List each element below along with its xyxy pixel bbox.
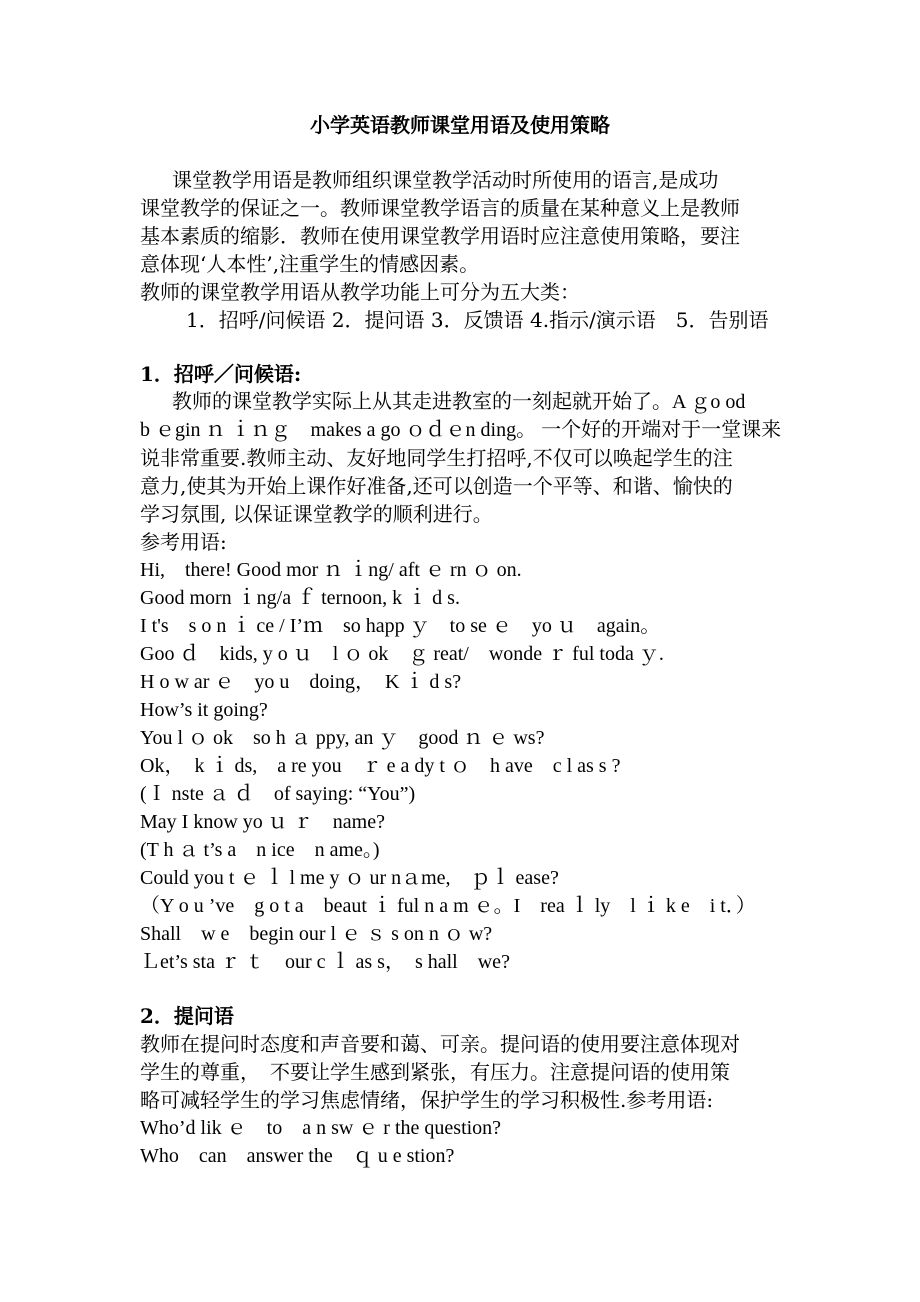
phrase-line: H o w ar ｅ yo u doing， K ｉ d s? (140, 671, 462, 693)
section-paragraph-line: 略可减轻学生的学习焦虑情绪，保护学生的学习积极性.参考用语: (140, 1088, 714, 1112)
section-paragraph-line: 意力,使其为开始上课作好准备,还可以创造一个平等、和谐、愉快的 (140, 474, 733, 498)
phrase-line: （Y o u ’ve g o t a beaut ｉ ful n a m ｅ。I rea ｌ ly l ｉ k e i t．） (140, 895, 756, 917)
intro-line: 基本素质的缩影．教师在使用课堂教学用语时应注意使用策略，要注 (140, 224, 740, 248)
phrase-line: I t's s o n ｉ ce / I’ｍ so happ ｙ to se ｅ yo ｕ again。 (140, 615, 661, 637)
phrase-line: May I know yo ｕ ｒ name? (140, 811, 385, 833)
intro-line: 课堂教学用语是教师组织课堂教学活动时所使用的语言,是成功 (172, 168, 719, 192)
phrase-line: How’s it going? (140, 699, 268, 721)
phrase-line: Could you t ｅ ｌ l me y ｏ ur nａme, ｐｌ ease? (140, 867, 559, 889)
phrase-line: (Ｉ nste ａ ｄ of saying: “You”) (140, 783, 416, 805)
section-heading: 2．提问语 (140, 1004, 234, 1028)
section-heading: 1．招呼／问候语: (140, 362, 302, 386)
phrase-line: (T h ａ t’s a n ice n ame。) (140, 839, 380, 861)
reference-label: 参考用语: (140, 530, 227, 554)
phrase-line: Shall w e begin our l ｅ ｓ s on n ｏ w? (140, 923, 493, 945)
section-paragraph-line: 教师的课堂教学实际上从其走进教室的一刻起就开始了。A ｇo od (172, 391, 746, 413)
intro-line: 意体现‘人本性’,注重学生的情感因素。 (140, 252, 480, 276)
phrase-line: Goo ｄ kids, y o ｕ l ｏ ok ｇ reat/ wonde ｒ ful toda ｙ. (140, 643, 664, 665)
phrase-line: You l ｏ ok so h ａ ppy, an ｙ good ｎ ｅ ws? (140, 727, 545, 749)
section-paragraph-line: 教师在提问时态度和声音要和蔼、可亲。提问语的使用要注意体现对 (140, 1032, 740, 1056)
intro-line: 教师的课堂教学用语从教学功能上可分为五大类： (140, 280, 580, 304)
section-paragraph-line: b ｅgin ｎ ｉｎｇ makes a go ｏｄｅn ding。 一个好的开端对于一堂课来 (140, 419, 782, 441)
phrase-line: Ok， k ｉ ds, a re you ｒ e a dy t ｏ h ave c l as s ? (140, 755, 621, 777)
document-title: 小学英语教师课堂用语及使用策略 (310, 113, 610, 137)
section-paragraph-line: 说非常重要.教师主动、友好地同学生打招呼,不仅可以唤起学生的注 (140, 446, 733, 470)
phrase-line: Good morn ｉng/a ｆ ternoon, k ｉ d s. (140, 587, 460, 609)
intro-line: 课堂教学的保证之一。教师课堂教学语言的质量在某种意义上是教师 (140, 196, 740, 220)
section-paragraph-line: 学习氛围, 以保证课堂教学的顺利进行。 (140, 502, 493, 526)
section-paragraph-line: 学生的尊重， 不要让学生感到紧张，有压力。注意提问语的使用策 (140, 1060, 730, 1084)
category-list: 1．招呼/问候语 2．提问语 3．反馈语 4.指示/演示语 5．告别语 (186, 308, 769, 332)
phrase-line: Who can answer the ｑ u e stion? (140, 1145, 455, 1167)
phrase-line: Who’d lik ｅ to a n sw ｅ r the question? (140, 1117, 502, 1139)
phrase-line: Ｌet’s sta ｒ ｔ our c ｌ as s， s hall we? (140, 951, 510, 973)
phrase-line: Hi, there! Good mor ｎ ｉng/ aft ｅ rn ｏ on. (140, 559, 522, 581)
